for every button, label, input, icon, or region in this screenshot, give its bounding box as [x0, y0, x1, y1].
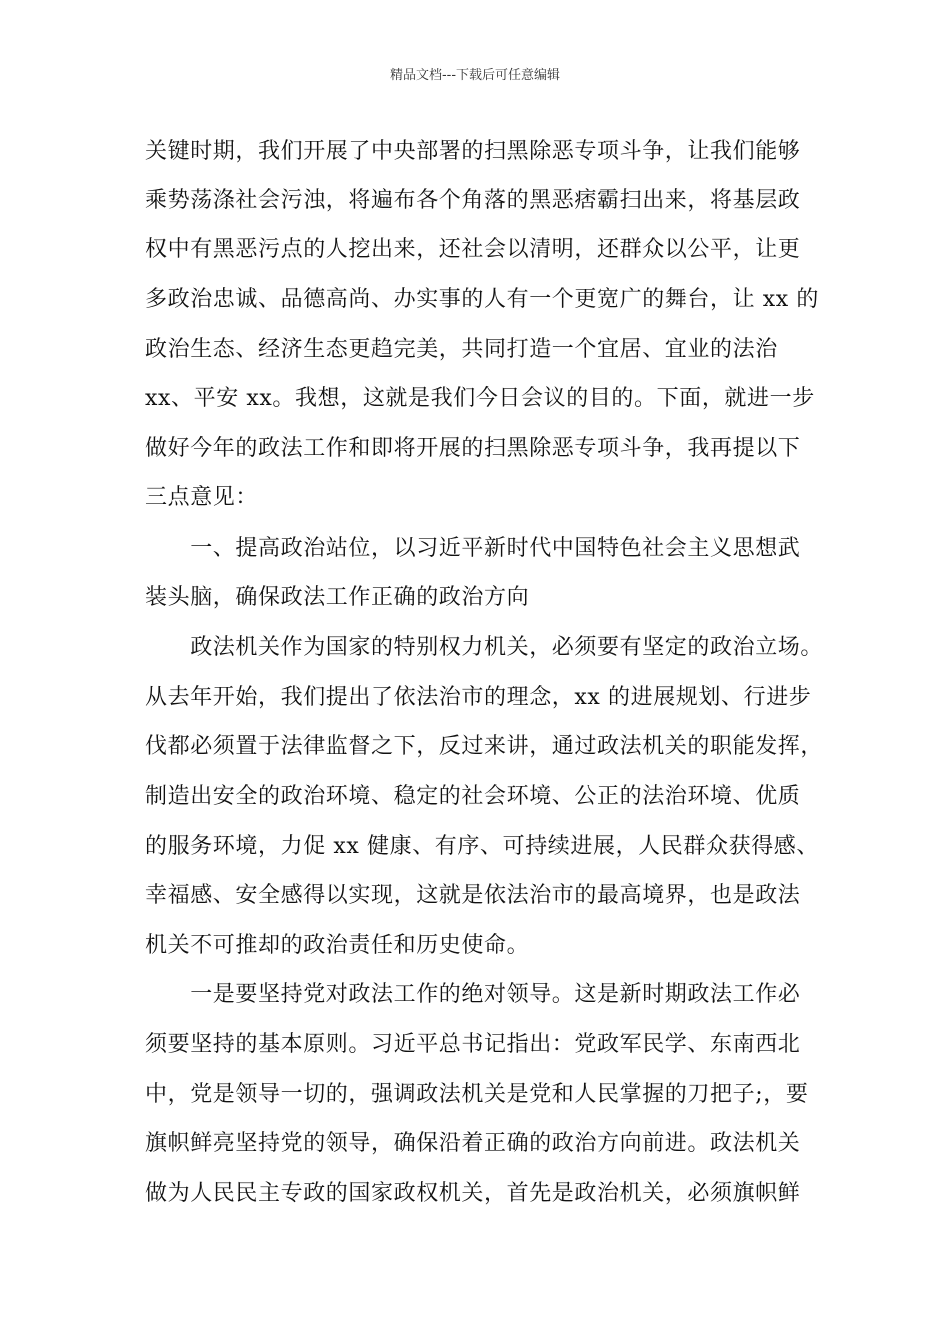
text-line: 关键时期，我们开展了中央部署的扫黑除恶专项斗争，让我们能够 — [145, 139, 801, 164]
text-line: 一是要坚持党对政法工作的绝对领导。这是新时期政法工作必 — [145, 982, 801, 1007]
section-heading-line: 一、提高政治站位，以习近平新时代中国特色社会主义思想武 — [145, 536, 801, 561]
page-header: 精品文档---下载后可任意编辑 — [389, 68, 561, 83]
text-line: 权中有黑恶污点的人挖出来，还社会以清明，还群众以公平，让更 — [145, 237, 801, 262]
text-line: xx、平安 xx。我想，这就是我们今日会议的目的。下面，就进一步 — [145, 386, 815, 411]
text-line: 伐都必须置于法律监督之下，反过来讲，通过政法机关的职能发挥， — [145, 734, 824, 759]
text-line: 三点意见： — [145, 485, 259, 510]
section-heading-line: 装头脑，确保政法工作正确的政治方向 — [145, 585, 530, 610]
text-line: 从去年开始，我们提出了依法治市的理念，xx 的进展规划、行进步 — [145, 685, 812, 710]
text-line: 政法机关作为国家的特别权力机关，必须要有坚定的政治立场。 — [145, 635, 824, 660]
text-line: 中，党是领导一切的，强调政法机关是党和人民掌握的刀把子;，要 — [145, 1082, 809, 1107]
text-line: 机关不可推却的政治责任和历史使命。 — [145, 933, 530, 958]
text-line: 旗帜鲜亮坚持党的领导，确保沿着正确的政治方向前进。政法机关 — [145, 1131, 801, 1156]
text-line: 多政治忠诚、品德高尚、办实事的人有一个更宽广的舞台，让 xx 的 — [145, 287, 820, 312]
text-line: 做为人民民主专政的国家政权机关，首先是政治机关，必须旗帜鲜 — [145, 1181, 801, 1206]
text-line: 做好今年的政法工作和即将开展的扫黑除恶专项斗争，我再提以下 — [145, 436, 801, 461]
text-line: 须要坚持的基本原则。习近平总书记指出：党政军民学、东南西北 — [145, 1032, 801, 1057]
text-line: 乘势荡涤社会污浊，将遍布各个角落的黑恶痞霸扫出来，将基层政 — [145, 188, 801, 213]
text-line: 幸福感、安全感得以实现，这就是依法治市的最高境界，也是政法 — [145, 883, 801, 908]
text-line: 制造出安全的政治环境、稳定的社会环境、公正的法治环境、优质 — [145, 784, 801, 809]
text-line: 的服务环境，力促 xx 健康、有序、可持续进展，人民群众获得感、 — [145, 834, 820, 859]
text-line: 政治生态、经济生态更趋完美，共同打造一个宜居、宜业的法治 — [145, 337, 778, 362]
